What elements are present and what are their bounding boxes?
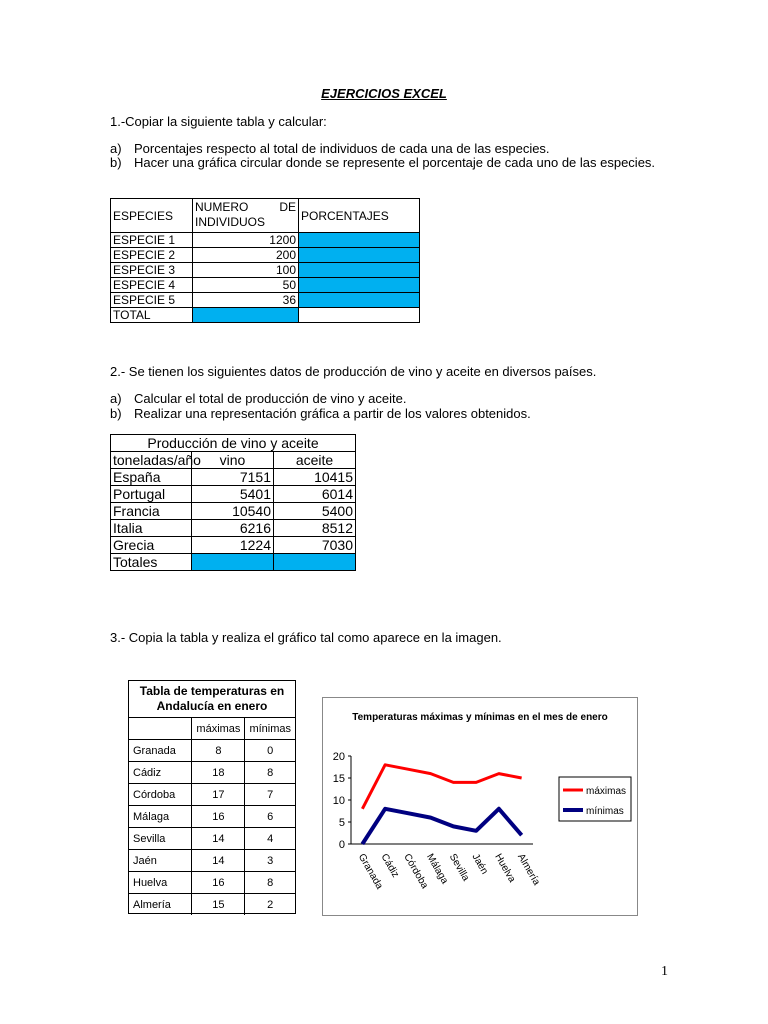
aceite-value: 6014 [274, 486, 356, 503]
min-value: 0 [245, 740, 295, 762]
header-numero-individuos [193, 199, 299, 233]
table-title: Producción de vino y aceite [111, 435, 356, 452]
y-tick-label: 5 [338, 817, 345, 829]
y-tick-label: 10 [332, 795, 345, 807]
max-value: 14 [192, 850, 245, 872]
species-name: ESPECIE 2 [111, 248, 193, 263]
header-min: mínimas [245, 718, 295, 740]
wine-oil-table [110, 434, 356, 571]
species-count: 36 [193, 293, 299, 308]
exercise-3-heading: 3.- Copia la tabla y realiza el gráfico tal como aparece en la imagen. [110, 630, 502, 645]
country: Italia [111, 520, 192, 537]
series-line-minimas [362, 809, 521, 844]
page-number: 1 [661, 964, 668, 979]
vino-value: 7151 [192, 469, 274, 486]
max-value: 8 [192, 740, 245, 762]
min-value: 6 [245, 806, 295, 828]
table-row [129, 740, 295, 762]
series-line-maximas [362, 765, 521, 809]
species-count: 1200 [193, 233, 299, 248]
x-tick-label: Sevilla [446, 852, 472, 884]
title-line-1: Tabla de temperaturas en [139, 684, 285, 698]
legend-label: máximas [586, 786, 627, 797]
table-row [129, 850, 295, 872]
header-max: máximas [192, 718, 245, 740]
vino-value: 10540 [192, 503, 274, 520]
exercise-1-heading: 1.-Copiar la siguiente tabla y calcular: [110, 114, 327, 129]
table-row [129, 784, 295, 806]
min-value: 8 [245, 762, 295, 784]
vino-value: 6216 [192, 520, 274, 537]
vino-value: 1224 [192, 537, 274, 554]
min-value: 4 [245, 828, 295, 850]
y-tick-label: 0 [338, 839, 345, 851]
temperature-grid [129, 718, 295, 915]
item-label: b) [110, 155, 122, 170]
item-text: Hacer una gráfica circular donde se represente el porcentaje de cada uno de las especies. [134, 155, 656, 170]
species-name: ESPECIE 4 [111, 278, 193, 293]
species-count: 100 [193, 263, 299, 278]
country: Francia [111, 503, 192, 520]
table-row [111, 486, 356, 503]
table-row [111, 503, 356, 520]
species-count: 200 [193, 248, 299, 263]
max-value: 18 [192, 762, 245, 784]
max-value: 16 [192, 872, 245, 894]
header-individuos: INDIVIDUOS [195, 215, 266, 229]
item-label: a) [110, 141, 122, 156]
y-tick-label: 20 [332, 751, 345, 763]
aceite-value: 10415 [274, 469, 356, 486]
header-empty [129, 718, 192, 740]
city: Córdoba [129, 784, 192, 806]
total-label: TOTAL [111, 308, 193, 323]
max-value: 15 [192, 894, 245, 916]
table-row [111, 293, 420, 308]
exercise-1-item-b [110, 155, 658, 187]
city: Cádiz [129, 762, 192, 784]
aceite-value: 5400 [274, 503, 356, 520]
city: Jaén [129, 850, 192, 872]
header-toneladas: toneladas/año [111, 452, 192, 469]
city: Málaga [129, 806, 192, 828]
chart-title: Temperaturas máximas y mínimas en el mes de enero [352, 712, 608, 723]
page-title: EJERCICIOS EXCEL [321, 86, 447, 101]
x-tick-label: Málaga [424, 852, 450, 886]
header-vino: vino [192, 452, 274, 469]
header-aceite: aceite [274, 452, 356, 469]
max-value: 16 [192, 806, 245, 828]
table-row [111, 278, 420, 293]
item-text: Calcular el total de producción de vino y aceite. [134, 391, 407, 406]
item-label: b) [110, 406, 122, 421]
total-row [111, 308, 420, 323]
legend-label: mínimas [586, 806, 624, 817]
species-name: ESPECIE 5 [111, 293, 193, 308]
header-especies: ESPECIES [111, 199, 193, 233]
x-tick-label: Córdoba [401, 852, 430, 891]
x-tick-label: Jaén [469, 852, 490, 877]
species-count: 50 [193, 278, 299, 293]
table-row [111, 263, 420, 278]
x-tick-label: Almería [515, 852, 542, 888]
table-row [111, 233, 420, 248]
city: Almería [133, 898, 171, 911]
aceite-value: 7030 [274, 537, 356, 554]
table-row [129, 894, 295, 916]
percent-cell [299, 278, 420, 293]
item-text: Porcentajes respecto al total de individuos de cada una de las especies. [134, 141, 550, 156]
table-row [129, 806, 295, 828]
y-tick-label: 15 [332, 773, 345, 785]
total-row [111, 554, 356, 571]
percent-cell [299, 233, 420, 248]
header-porcentajes: PORCENTAJES [299, 199, 420, 233]
min-value: 8 [245, 872, 295, 894]
min-value: 7 [245, 784, 295, 806]
total-label: Totales [111, 554, 192, 571]
min-value: 3 [245, 850, 295, 872]
table-row [111, 520, 356, 537]
table-row [111, 469, 356, 486]
exercise-2-item-a [110, 391, 658, 407]
exercise-2-item-b [110, 406, 658, 422]
x-tick-label: Huelva [492, 852, 518, 885]
city: Sevilla [129, 828, 192, 850]
country: Grecia [111, 537, 192, 554]
item-label: a) [110, 391, 122, 406]
x-tick-label: Cádiz [378, 852, 401, 880]
city: Granada [129, 740, 192, 762]
species-name: ESPECIE 3 [111, 263, 193, 278]
temperature-table [128, 680, 296, 914]
table-row [129, 762, 295, 784]
country: España [111, 469, 192, 486]
vino-value: 5401 [192, 486, 274, 503]
table-row [129, 872, 295, 894]
total-cell [193, 308, 299, 323]
total-vino-cell [192, 554, 274, 571]
temperature-table-title [129, 681, 295, 718]
country: Portugal [111, 486, 192, 503]
city: Huelva [129, 872, 192, 894]
max-value: 14 [192, 828, 245, 850]
species-name: ESPECIE 1 [111, 233, 193, 248]
percent-cell [299, 263, 420, 278]
header-numero: NUMERO [195, 200, 249, 214]
species-table [110, 198, 420, 323]
percent-cell [299, 293, 420, 308]
max-value: 17 [192, 784, 245, 806]
temperature-chart [322, 697, 638, 916]
table-row [111, 248, 420, 263]
header-de: DE [279, 200, 296, 214]
exercise-2-heading: 2.- Se tienen los siguientes datos de producción de vino y aceite en diversos países. [110, 364, 597, 379]
min-value: 2 [245, 894, 295, 916]
empty-cell [299, 308, 420, 323]
aceite-value: 8512 [274, 520, 356, 537]
title-line-2: Andalucía en enero [156, 699, 268, 713]
total-aceite-cell [274, 554, 356, 571]
item-text: Realizar una representación gráfica a partir de los valores obtenidos. [134, 406, 531, 421]
table-row [129, 828, 295, 850]
x-tick-label: Granada [355, 852, 385, 892]
chart-svg [323, 698, 637, 915]
percent-cell [299, 248, 420, 263]
table-row [111, 537, 356, 554]
